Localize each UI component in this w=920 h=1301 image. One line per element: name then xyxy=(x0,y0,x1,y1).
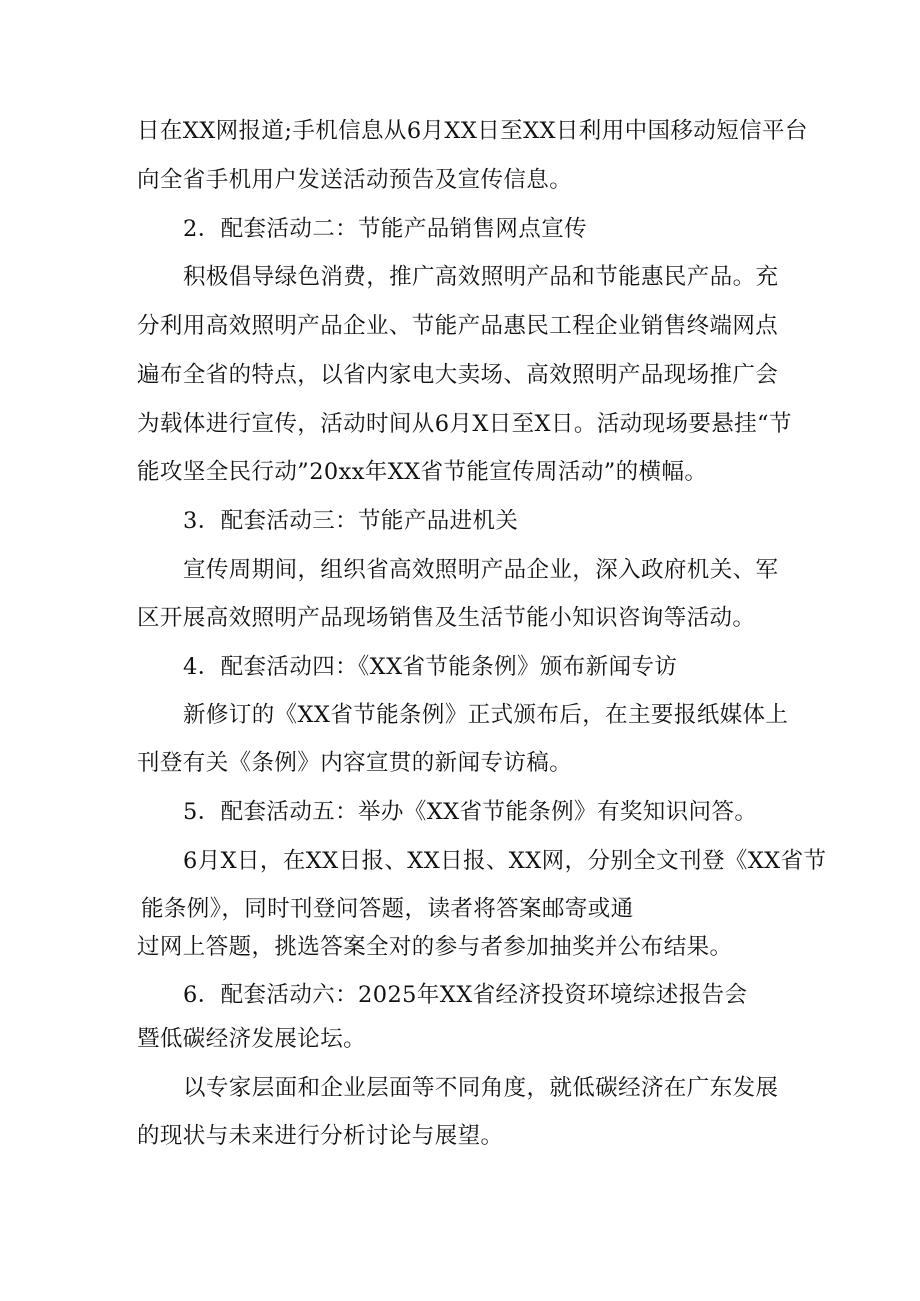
paragraph-line: 分利用高效照明产品企业、节能产品惠民工程企业销售终端网点 xyxy=(137,313,779,339)
paragraph-line: 能攻坚全民行动”20xx年XX省节能宣传周活动”的横幅。 xyxy=(137,459,708,485)
section-heading-5: 5．配套活动五：举办《XX省节能条例》有奖知识问答。 xyxy=(183,799,758,825)
paragraph-line: 以专家层面和企业层面等不同角度，就低碳经济在广东发展 xyxy=(183,1075,779,1101)
paragraph-line: 为载体进行宣传，活动时间从6月X日至X日。活动现场要悬挂“节 xyxy=(137,411,792,437)
paragraph-line: 的现状与未来进行分析讨论与展望。 xyxy=(137,1123,504,1149)
paragraph-line: 新修订的《XX省节能条例》正式颁布后，在主要报纸媒体上 xyxy=(183,702,789,728)
paragraph-line: 区开展高效照明产品现场销售及生活节能小知识咨询等活动。 xyxy=(137,605,756,631)
section-heading-2: 2．配套活动二：节能产品销售网点宣传 xyxy=(183,216,588,242)
section-heading-6: 6．配套活动六：2025年XX省经济投资环境综述报告会 xyxy=(183,982,748,1008)
paragraph-line: 6月X日，在XX日报、XX日报、XX网，分别全文刊登《XX省节 xyxy=(183,848,827,874)
paragraph-line: 刊登有关《条例》内容宣贯的新闻专访稿。 xyxy=(137,750,573,776)
paragraph-line: 积极倡导绿色消费，推广高效照明产品和节能惠民产品。充 xyxy=(183,264,779,290)
paragraph-line: 暨低碳经济发展论坛。 xyxy=(137,1026,367,1052)
paragraph-line: 日在XX网报道;手机信息从6月XX日至XX日利用中国移动短信平台 xyxy=(137,118,808,144)
paragraph-line: 过网上答题，挑选答案全对的参与者参加抽奖并公布结果。 xyxy=(137,934,733,960)
section-heading-3: 3．配套活动三：节能产品进机关 xyxy=(183,508,519,534)
paragraph-line: 能条例》，同时刊登问答题，读者将答案邮寄或通 xyxy=(141,896,634,922)
section-heading-4: 4．配套活动四：《XX省节能条例》颁布新闻专访 xyxy=(183,654,678,680)
paragraph-line: 向全省手机用户发送活动预告及宣传信息。 xyxy=(137,167,573,193)
paragraph-line: 宣传周期间，组织省高效照明产品企业，深入政府机关、军 xyxy=(183,557,779,583)
paragraph-line: 遍布全省的特点，以省内家电大卖场、高效照明产品现场推广会 xyxy=(137,362,779,388)
